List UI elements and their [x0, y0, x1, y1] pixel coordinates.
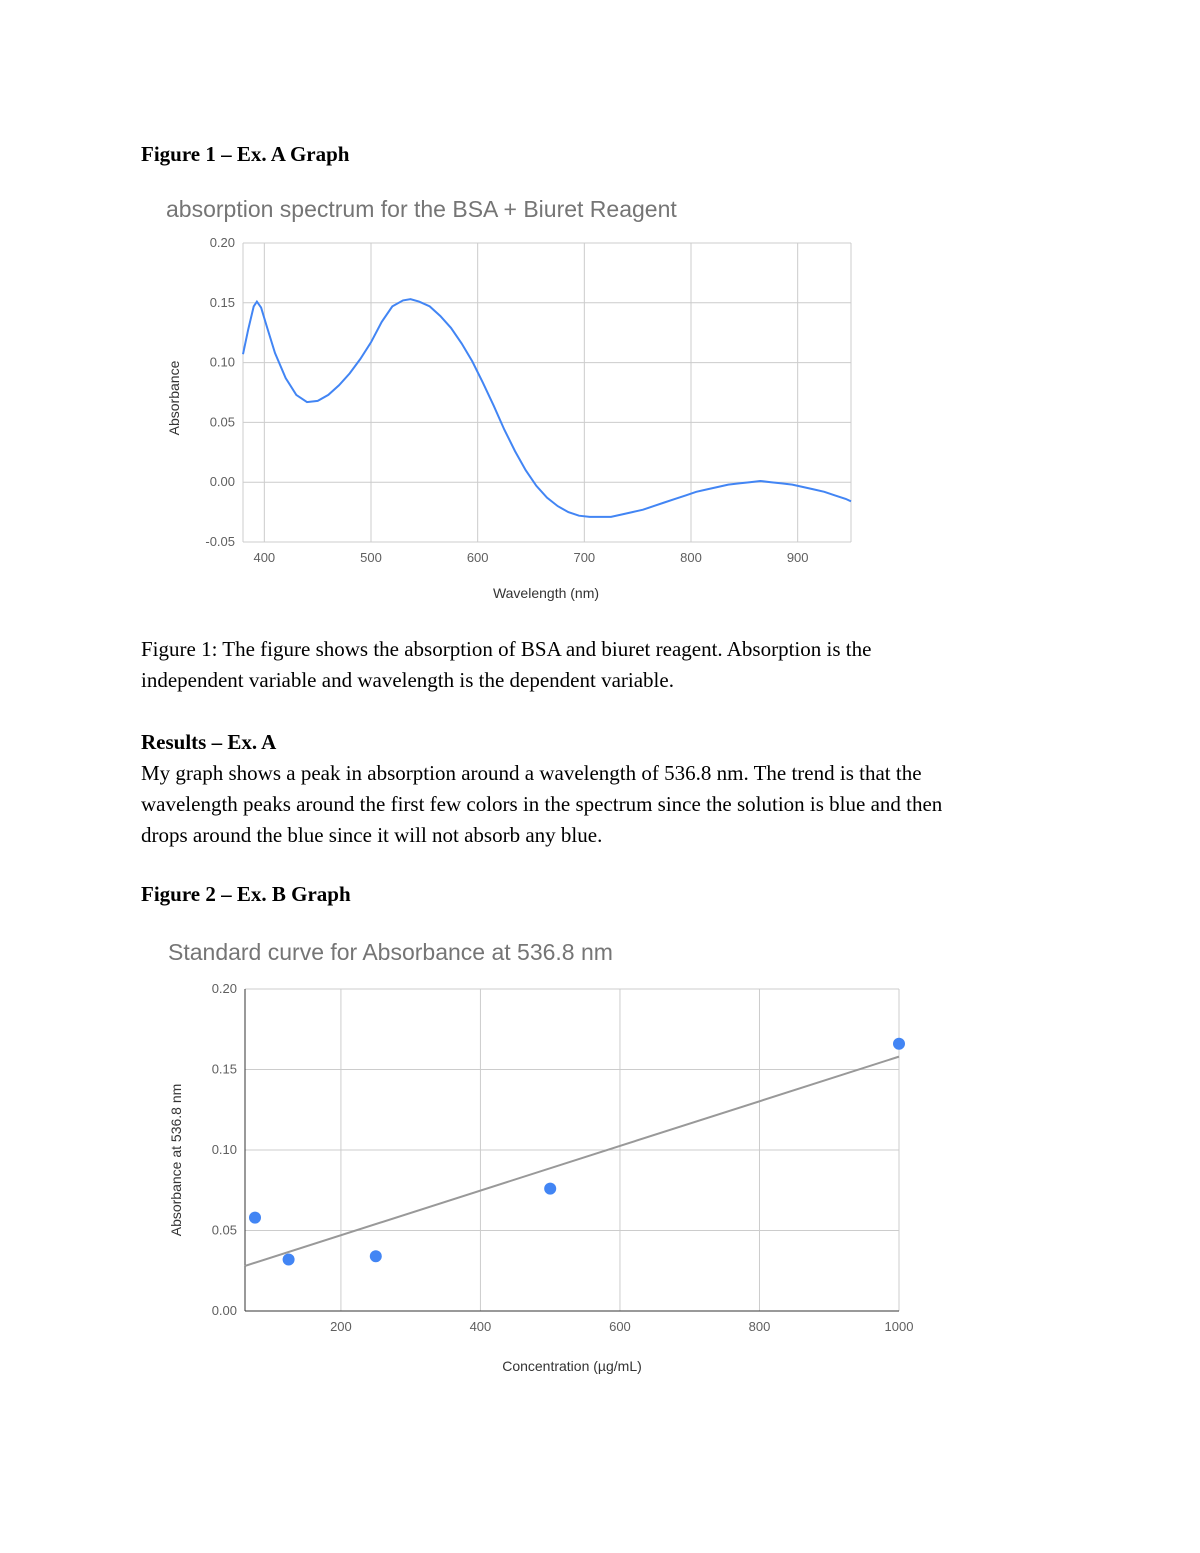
chart1-x-tick-label: 600: [466, 550, 489, 565]
chart1-y-axis-label: Absorbance: [166, 360, 182, 436]
chart2-data-point: [370, 1250, 382, 1262]
chart1-y-tick-label: -0.05: [205, 534, 235, 549]
chart1-y-tick-label: 0.15: [209, 294, 235, 310]
chart1-x-tick-label: 400: [253, 550, 276, 565]
chart1-y-tick-label: 0.05: [209, 414, 235, 430]
caption-line: independent variable and wavelength is the dependent variable.: [141, 668, 674, 692]
chart2-y-tick-label: 0.00: [211, 1303, 237, 1318]
chart2-x-tick-label: 800: [748, 1319, 771, 1334]
chart1-x-tick-label: 900: [786, 550, 809, 565]
chart1-title: absorption spectrum for the BSA + Biuret Reagent: [166, 196, 677, 222]
chart2-y-tick-label: 0.05: [211, 1222, 237, 1238]
chart2-data-point: [893, 1038, 905, 1050]
chart2-data-point: [544, 1183, 556, 1195]
chart2-y-tick-label: 0.10: [211, 1142, 237, 1157]
chart1-x-tick-label: 500: [360, 550, 382, 565]
chart1-series-line: [243, 299, 851, 517]
chart2-y-axis-label: Absorbance at 536.8 nm: [168, 1083, 184, 1237]
chart2-y-tick-label: 0.20: [211, 981, 237, 996]
chart2-x-tick-label: 600: [609, 1319, 631, 1334]
chart2-x-axis-label: Concentration (µg/mL): [502, 1358, 642, 1374]
chart2-data-points: [249, 1038, 905, 1266]
chart2-data-point: [283, 1253, 295, 1265]
chart2-trendline: [245, 1057, 899, 1266]
chart1-y-tick-label: 0.00: [209, 474, 235, 490]
chart1-x-tick-label: 800: [680, 550, 702, 565]
results-line: wavelength peaks around the first few colors in the spectrum since the solution is blue and then: [141, 792, 943, 816]
chart1-y-tick-label: 0.20: [209, 235, 235, 250]
chart2-y-tick-label: 0.15: [211, 1061, 237, 1077]
chart2-gridlines: [245, 989, 899, 1311]
results-line: drops around the blue since it will not absorb any blue.: [141, 823, 603, 847]
figure2-heading: Figure 2 – Ex. B Graph: [141, 882, 351, 906]
figure1-caption: [141, 634, 1071, 696]
chart1-x-tick-label: 700: [573, 550, 596, 565]
results-section: [141, 727, 1071, 851]
chart2-x-tick-label: 400: [469, 1319, 492, 1334]
results-line: My graph shows a peak in absorption around a wavelength of 536.8 nm. The trend is that the: [141, 761, 922, 785]
figure1-heading: Figure 1 – Ex. A Graph: [141, 142, 350, 166]
absorption-spectrum-chart: [0, 185, 1200, 615]
chart1-x-axis-label: Wavelength (nm): [492, 585, 600, 601]
chart2-x-tick-labels: [330, 1319, 913, 1334]
chart2-x-tick-label: 1000: [884, 1319, 914, 1334]
chart1-y-tick-labels: [205, 235, 235, 549]
chart1-x-tick-labels: [253, 550, 808, 565]
chart2-title: Standard curve for Absorbance at 536.8 nm: [168, 939, 613, 965]
chart2-x-tick-label: 200: [330, 1319, 352, 1334]
chart2-data-point: [249, 1212, 261, 1224]
caption-line: Figure 1: The figure shows the absorption of BSA and biuret reagent. Absorption is the: [141, 637, 872, 661]
chart2-y-tick-labels: [212, 981, 237, 1318]
chart1-y-tick-label: 0.10: [209, 354, 235, 370]
results-heading: Results – Ex. A: [141, 730, 277, 754]
standard-curve-chart: [0, 930, 1200, 1390]
